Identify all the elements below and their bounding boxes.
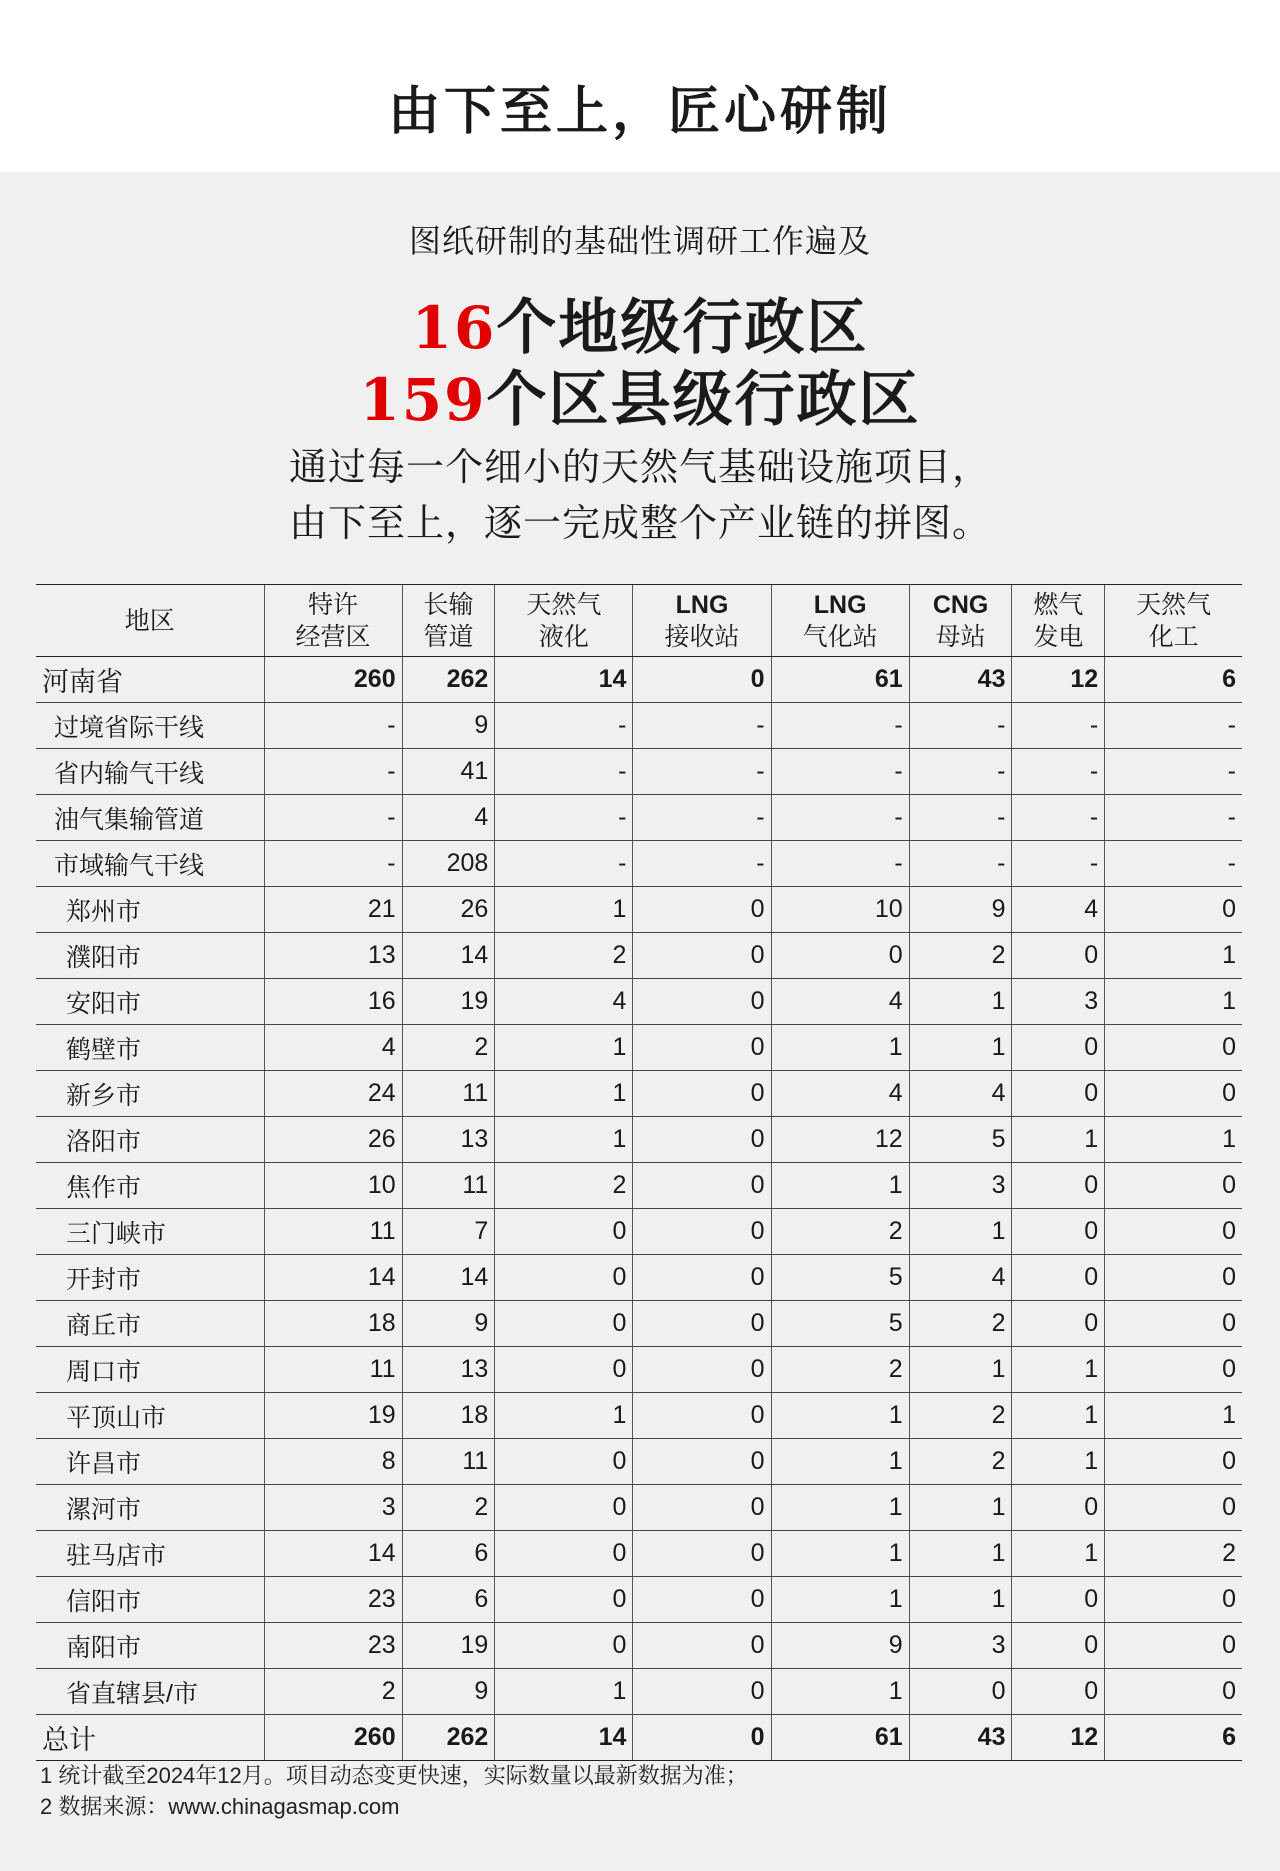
table-cell: - bbox=[495, 841, 633, 887]
table-cell: 24 bbox=[264, 1071, 402, 1117]
table-cell: 262 bbox=[402, 657, 495, 703]
table-cell: 1 bbox=[909, 1209, 1012, 1255]
table-cell: 4 bbox=[1012, 887, 1105, 933]
table-cell: 14 bbox=[264, 1531, 402, 1577]
table-cell: 11 bbox=[264, 1347, 402, 1393]
table-cell: 1 bbox=[495, 887, 633, 933]
table-cell: 12 bbox=[1012, 657, 1105, 703]
headline-prefecture bbox=[0, 292, 1280, 364]
table-cell: 2 bbox=[495, 1163, 633, 1209]
table-cell: 0 bbox=[633, 1347, 771, 1393]
table-cell: 1 bbox=[909, 1485, 1012, 1531]
region-name: 省直辖县/市 bbox=[36, 1669, 264, 1715]
table-cell: 0 bbox=[1105, 887, 1242, 933]
column-header-line2: 母站 bbox=[935, 622, 986, 651]
table-row bbox=[36, 887, 1242, 933]
table-cell: 0 bbox=[1012, 1577, 1105, 1623]
table-row bbox=[36, 1209, 1242, 1255]
table-cell: 0 bbox=[1105, 1623, 1242, 1669]
region-name: 市域输气干线 bbox=[36, 841, 264, 887]
table-cell: 13 bbox=[402, 1347, 495, 1393]
table-cell: - bbox=[909, 841, 1012, 887]
table-cell: 0 bbox=[1012, 1025, 1105, 1071]
table-cell: 12 bbox=[771, 1117, 909, 1163]
table-cell: 43 bbox=[909, 1715, 1012, 1761]
column-header bbox=[909, 585, 1012, 657]
table-cell: 0 bbox=[1105, 1255, 1242, 1301]
column-header bbox=[402, 585, 495, 657]
column-header-line1: 天然气 bbox=[526, 590, 602, 619]
table-cell: 1 bbox=[1012, 1347, 1105, 1393]
table-cell: 1 bbox=[1012, 1117, 1105, 1163]
table-cell: 260 bbox=[264, 1715, 402, 1761]
column-header bbox=[264, 585, 402, 657]
table-cell: 2 bbox=[909, 1393, 1012, 1439]
table-cell: - bbox=[909, 749, 1012, 795]
column-header bbox=[633, 585, 771, 657]
table-row bbox=[36, 1347, 1242, 1393]
table-cell: 0 bbox=[1105, 1669, 1242, 1715]
table-cell: 0 bbox=[1105, 1439, 1242, 1485]
table-cell: - bbox=[1105, 703, 1242, 749]
table-cell: 0 bbox=[1012, 1485, 1105, 1531]
table-cell: 2 bbox=[771, 1209, 909, 1255]
table-cell: 11 bbox=[402, 1071, 495, 1117]
table-cell: 23 bbox=[264, 1623, 402, 1669]
region-name: 周口市 bbox=[36, 1347, 264, 1393]
table-row bbox=[36, 1301, 1242, 1347]
table-cell: 2 bbox=[402, 1485, 495, 1531]
table-cell: 0 bbox=[495, 1347, 633, 1393]
column-header-line2: 化工 bbox=[1148, 622, 1199, 651]
table-cell: 19 bbox=[264, 1393, 402, 1439]
table-cell: - bbox=[633, 749, 771, 795]
table-cell: 1 bbox=[1105, 933, 1242, 979]
table-cell: - bbox=[264, 841, 402, 887]
table-body bbox=[36, 657, 1242, 1761]
table-cell: 0 bbox=[633, 1071, 771, 1117]
table-cell: 19 bbox=[402, 979, 495, 1025]
table-cell: 5 bbox=[771, 1301, 909, 1347]
table-row bbox=[36, 1623, 1242, 1669]
table-cell: 11 bbox=[402, 1163, 495, 1209]
table-cell: - bbox=[909, 703, 1012, 749]
table-cell: 14 bbox=[264, 1255, 402, 1301]
table-cell: 7 bbox=[402, 1209, 495, 1255]
table-row bbox=[36, 1393, 1242, 1439]
table-cell: 1 bbox=[771, 1577, 909, 1623]
table-cell: - bbox=[771, 841, 909, 887]
table-cell: 2 bbox=[495, 933, 633, 979]
table-cell: 2 bbox=[909, 1439, 1012, 1485]
table-cell: 1 bbox=[771, 1531, 909, 1577]
table-cell: 262 bbox=[402, 1715, 495, 1761]
column-header bbox=[1105, 585, 1242, 657]
infrastructure-table bbox=[36, 584, 1242, 1761]
table-cell: 4 bbox=[495, 979, 633, 1025]
table-cell: - bbox=[264, 749, 402, 795]
table-cell: 4 bbox=[402, 795, 495, 841]
table-cell: - bbox=[1105, 841, 1242, 887]
table-row bbox=[36, 1163, 1242, 1209]
table-cell: 0 bbox=[1105, 1577, 1242, 1623]
table-cell: 3 bbox=[264, 1485, 402, 1531]
table-cell: 0 bbox=[633, 1393, 771, 1439]
table-cell: 0 bbox=[1105, 1209, 1242, 1255]
table-cell: 4 bbox=[909, 1071, 1012, 1117]
table-cell: 14 bbox=[402, 933, 495, 979]
table-cell: 0 bbox=[633, 1531, 771, 1577]
region-name: 河南省 bbox=[36, 657, 264, 703]
table-cell: 0 bbox=[495, 1301, 633, 1347]
region-name: 濮阳市 bbox=[36, 933, 264, 979]
table-row bbox=[36, 1485, 1242, 1531]
headline-county bbox=[0, 364, 1280, 436]
region-name: 焦作市 bbox=[36, 1163, 264, 1209]
column-header-line1: 天然气 bbox=[1136, 590, 1212, 619]
table-cell: 1 bbox=[495, 1393, 633, 1439]
table-cell: 61 bbox=[771, 657, 909, 703]
table-cell: - bbox=[1012, 749, 1105, 795]
table-cell: 1 bbox=[495, 1025, 633, 1071]
column-header-line1: 特许 bbox=[308, 590, 359, 619]
table-cell: 1 bbox=[909, 1531, 1012, 1577]
table-cell: 1 bbox=[771, 1163, 909, 1209]
table-cell: 1 bbox=[771, 1669, 909, 1715]
table-cell: 1 bbox=[909, 1577, 1012, 1623]
table-cell: 3 bbox=[1012, 979, 1105, 1025]
intro-desc-2: 由下至上，逐一完成整个产业链的拼图。 bbox=[288, 501, 991, 545]
table-cell: - bbox=[633, 841, 771, 887]
table-cell: 1 bbox=[1012, 1531, 1105, 1577]
region-name: 油气集输管道 bbox=[36, 795, 264, 841]
table-cell: 14 bbox=[495, 1715, 633, 1761]
table-cell: - bbox=[1105, 749, 1242, 795]
footnote-1: 1 统计截至2024年12月。项目动态变更快速，实际数量以最新数据为准； bbox=[40, 1763, 748, 1788]
table-cell: - bbox=[633, 703, 771, 749]
table-cell: 0 bbox=[633, 1715, 771, 1761]
table-cell: 0 bbox=[633, 1117, 771, 1163]
table-row bbox=[36, 1715, 1242, 1761]
region-name: 省内输气干线 bbox=[36, 749, 264, 795]
table-cell: 0 bbox=[633, 887, 771, 933]
table-cell: 6 bbox=[402, 1577, 495, 1623]
table-cell: 19 bbox=[402, 1623, 495, 1669]
table-cell: 1 bbox=[771, 1393, 909, 1439]
table-cell: 14 bbox=[495, 657, 633, 703]
table-cell: 0 bbox=[633, 1209, 771, 1255]
intro-lead: 图纸研制的基础性调研工作遍及 bbox=[408, 222, 871, 260]
table-cell: 1 bbox=[1105, 1117, 1242, 1163]
region-name: 总计 bbox=[36, 1715, 264, 1761]
table-cell: 0 bbox=[633, 933, 771, 979]
table-cell: 0 bbox=[1012, 1301, 1105, 1347]
table-cell: 0 bbox=[1012, 1255, 1105, 1301]
table-cell: 0 bbox=[1105, 1485, 1242, 1531]
table-cell: 2 bbox=[771, 1347, 909, 1393]
table-cell: - bbox=[1012, 841, 1105, 887]
table-cell: 3 bbox=[909, 1163, 1012, 1209]
intro-desc-1: 通过每一个细小的天然气基础设施项目， bbox=[288, 445, 991, 489]
table-cell: 6 bbox=[1105, 657, 1242, 703]
table-cell: - bbox=[495, 703, 633, 749]
table-row bbox=[36, 1255, 1242, 1301]
county-label: 个区县级行政区 bbox=[486, 365, 921, 435]
table-cell: 3 bbox=[909, 1623, 1012, 1669]
table-row bbox=[36, 1025, 1242, 1071]
region-name: 信阳市 bbox=[36, 1577, 264, 1623]
table-row bbox=[36, 1117, 1242, 1163]
table-cell: 1 bbox=[1105, 979, 1242, 1025]
table-cell: 5 bbox=[771, 1255, 909, 1301]
table-cell: 1 bbox=[771, 1485, 909, 1531]
table-cell: 1 bbox=[909, 1347, 1012, 1393]
region-name: 漯河市 bbox=[36, 1485, 264, 1531]
table-cell: - bbox=[264, 703, 402, 749]
table-cell: 18 bbox=[264, 1301, 402, 1347]
column-header bbox=[1012, 585, 1105, 657]
table-cell: 0 bbox=[495, 1209, 633, 1255]
table-cell: 5 bbox=[909, 1117, 1012, 1163]
table-row bbox=[36, 703, 1242, 749]
table-cell: 0 bbox=[1105, 1163, 1242, 1209]
table-cell: 1 bbox=[771, 1439, 909, 1485]
table-cell: 0 bbox=[633, 1439, 771, 1485]
table-cell: 1 bbox=[909, 1025, 1012, 1071]
region-name: 三门峡市 bbox=[36, 1209, 264, 1255]
column-header-line2: 接收站 bbox=[664, 622, 740, 651]
column-header-line1: 燃气 bbox=[1033, 590, 1084, 619]
table-row bbox=[36, 749, 1242, 795]
table-cell: 260 bbox=[264, 657, 402, 703]
table-cell: - bbox=[495, 749, 633, 795]
table-cell: 0 bbox=[633, 1301, 771, 1347]
table-cell: 61 bbox=[771, 1715, 909, 1761]
table-cell: - bbox=[633, 795, 771, 841]
table-cell: 6 bbox=[1105, 1715, 1242, 1761]
prefecture-count: 16 bbox=[411, 294, 497, 362]
table-cell: - bbox=[1012, 795, 1105, 841]
column-header-line1: 长输 bbox=[423, 590, 474, 619]
table-cell: 9 bbox=[402, 1301, 495, 1347]
region-name: 鹤壁市 bbox=[36, 1025, 264, 1071]
table-cell: 6 bbox=[402, 1531, 495, 1577]
table-cell: 0 bbox=[1105, 1347, 1242, 1393]
table-cell: - bbox=[771, 795, 909, 841]
table-cell: - bbox=[771, 703, 909, 749]
table-cell: 41 bbox=[402, 749, 495, 795]
region-name: 过境省际干线 bbox=[36, 703, 264, 749]
region-name: 许昌市 bbox=[36, 1439, 264, 1485]
table-cell: 0 bbox=[495, 1485, 633, 1531]
table-cell: 11 bbox=[402, 1439, 495, 1485]
table-cell: 0 bbox=[495, 1531, 633, 1577]
table-cell: 11 bbox=[264, 1209, 402, 1255]
region-name: 新乡市 bbox=[36, 1071, 264, 1117]
table-cell: 13 bbox=[402, 1117, 495, 1163]
column-header-line2: 液化 bbox=[538, 622, 589, 651]
column-header bbox=[495, 585, 633, 657]
table-row bbox=[36, 1439, 1242, 1485]
table-cell: 8 bbox=[264, 1439, 402, 1485]
table-cell: 0 bbox=[1012, 1623, 1105, 1669]
table-cell: 4 bbox=[909, 1255, 1012, 1301]
table-cell: - bbox=[771, 749, 909, 795]
table-cell: 10 bbox=[264, 1163, 402, 1209]
table-cell: - bbox=[264, 795, 402, 841]
table-cell: 9 bbox=[909, 887, 1012, 933]
table-cell: 0 bbox=[1012, 933, 1105, 979]
column-header bbox=[36, 585, 264, 657]
table-cell: - bbox=[1105, 795, 1242, 841]
region-name: 商丘市 bbox=[36, 1301, 264, 1347]
region-name: 洛阳市 bbox=[36, 1117, 264, 1163]
table-cell: 43 bbox=[909, 657, 1012, 703]
table-cell: 0 bbox=[1105, 1025, 1242, 1071]
table-cell: 1 bbox=[1012, 1393, 1105, 1439]
table-cell: 14 bbox=[402, 1255, 495, 1301]
region-name: 平顶山市 bbox=[36, 1393, 264, 1439]
region-name: 南阳市 bbox=[36, 1623, 264, 1669]
table-cell: 0 bbox=[771, 933, 909, 979]
table-cell: 0 bbox=[633, 657, 771, 703]
table-cell: 0 bbox=[1105, 1071, 1242, 1117]
table-cell: 1 bbox=[495, 1669, 633, 1715]
table-cell: 1 bbox=[1012, 1439, 1105, 1485]
column-header bbox=[771, 585, 909, 657]
table-cell: 9 bbox=[771, 1623, 909, 1669]
table-cell: 0 bbox=[633, 1255, 771, 1301]
county-count: 159 bbox=[359, 366, 487, 434]
table-cell: 0 bbox=[633, 1485, 771, 1531]
table-cell: 0 bbox=[495, 1439, 633, 1485]
table-cell: 0 bbox=[633, 1577, 771, 1623]
prefecture-label: 个地级行政区 bbox=[496, 293, 869, 363]
table-row bbox=[36, 841, 1242, 887]
table-cell: 2 bbox=[909, 933, 1012, 979]
table-cell: 2 bbox=[1105, 1531, 1242, 1577]
table-cell: 0 bbox=[495, 1255, 633, 1301]
table-cell: 21 bbox=[264, 887, 402, 933]
column-header-line1: LNG bbox=[813, 590, 867, 619]
table-cell: 16 bbox=[264, 979, 402, 1025]
table-row bbox=[36, 795, 1242, 841]
table-cell: 10 bbox=[771, 887, 909, 933]
table-cell: 2 bbox=[264, 1669, 402, 1715]
table-row bbox=[36, 657, 1242, 703]
footnotes bbox=[40, 1760, 748, 1822]
table-cell: 0 bbox=[633, 1025, 771, 1071]
table-cell: 0 bbox=[633, 1669, 771, 1715]
table-cell: 0 bbox=[1012, 1071, 1105, 1117]
table-cell: 13 bbox=[264, 933, 402, 979]
table-cell: 0 bbox=[1012, 1669, 1105, 1715]
table-cell: - bbox=[495, 795, 633, 841]
content-panel bbox=[0, 172, 1280, 1871]
table-row bbox=[36, 1577, 1242, 1623]
table-cell: 23 bbox=[264, 1577, 402, 1623]
table-cell: 2 bbox=[402, 1025, 495, 1071]
column-header-line1: 地区 bbox=[124, 606, 175, 635]
table-cell: 0 bbox=[495, 1577, 633, 1623]
table-row bbox=[36, 1531, 1242, 1577]
table-cell: 4 bbox=[264, 1025, 402, 1071]
table-header-row bbox=[36, 585, 1242, 657]
table-cell: 9 bbox=[402, 703, 495, 749]
column-header-line1: CNG bbox=[932, 590, 989, 619]
table-cell: 0 bbox=[495, 1623, 633, 1669]
table-cell: 0 bbox=[633, 1163, 771, 1209]
table-cell: 9 bbox=[402, 1669, 495, 1715]
page-title: 由下至上，匠心研制 bbox=[387, 81, 892, 142]
column-header-line2: 发电 bbox=[1033, 622, 1084, 651]
region-name: 开封市 bbox=[36, 1255, 264, 1301]
table-cell: 26 bbox=[264, 1117, 402, 1163]
table-row bbox=[36, 979, 1242, 1025]
table-cell: 4 bbox=[771, 979, 909, 1025]
table-cell: 18 bbox=[402, 1393, 495, 1439]
column-header-line1: LNG bbox=[675, 590, 729, 619]
table-cell: 1 bbox=[495, 1117, 633, 1163]
intro bbox=[0, 216, 1280, 548]
table-cell: 0 bbox=[633, 979, 771, 1025]
header bbox=[0, 0, 1280, 172]
table-cell: 1 bbox=[771, 1025, 909, 1071]
table-cell: 1 bbox=[1105, 1393, 1242, 1439]
table-cell: - bbox=[909, 795, 1012, 841]
table-cell: 2 bbox=[909, 1301, 1012, 1347]
region-name: 郑州市 bbox=[36, 887, 264, 933]
region-name: 驻马店市 bbox=[36, 1531, 264, 1577]
table-cell: 0 bbox=[1012, 1209, 1105, 1255]
column-header-line2: 气化站 bbox=[802, 622, 878, 651]
table-cell: 1 bbox=[495, 1071, 633, 1117]
table-cell: 12 bbox=[1012, 1715, 1105, 1761]
column-header-line2: 经营区 bbox=[295, 622, 371, 651]
table-cell: 26 bbox=[402, 887, 495, 933]
table-cell: 0 bbox=[1012, 1163, 1105, 1209]
table-cell: 1 bbox=[909, 979, 1012, 1025]
table-cell: 208 bbox=[402, 841, 495, 887]
table-row bbox=[36, 1669, 1242, 1715]
table-cell: 0 bbox=[633, 1623, 771, 1669]
table-cell: 0 bbox=[1105, 1301, 1242, 1347]
table-cell: - bbox=[1012, 703, 1105, 749]
footnote-2: 2 数据来源：www.chinagasmap.com bbox=[40, 1794, 400, 1819]
table-cell: 4 bbox=[771, 1071, 909, 1117]
table-row bbox=[36, 933, 1242, 979]
table-cell: 0 bbox=[909, 1669, 1012, 1715]
column-header-line2: 管道 bbox=[423, 622, 474, 651]
table-row bbox=[36, 1071, 1242, 1117]
region-name: 安阳市 bbox=[36, 979, 264, 1025]
